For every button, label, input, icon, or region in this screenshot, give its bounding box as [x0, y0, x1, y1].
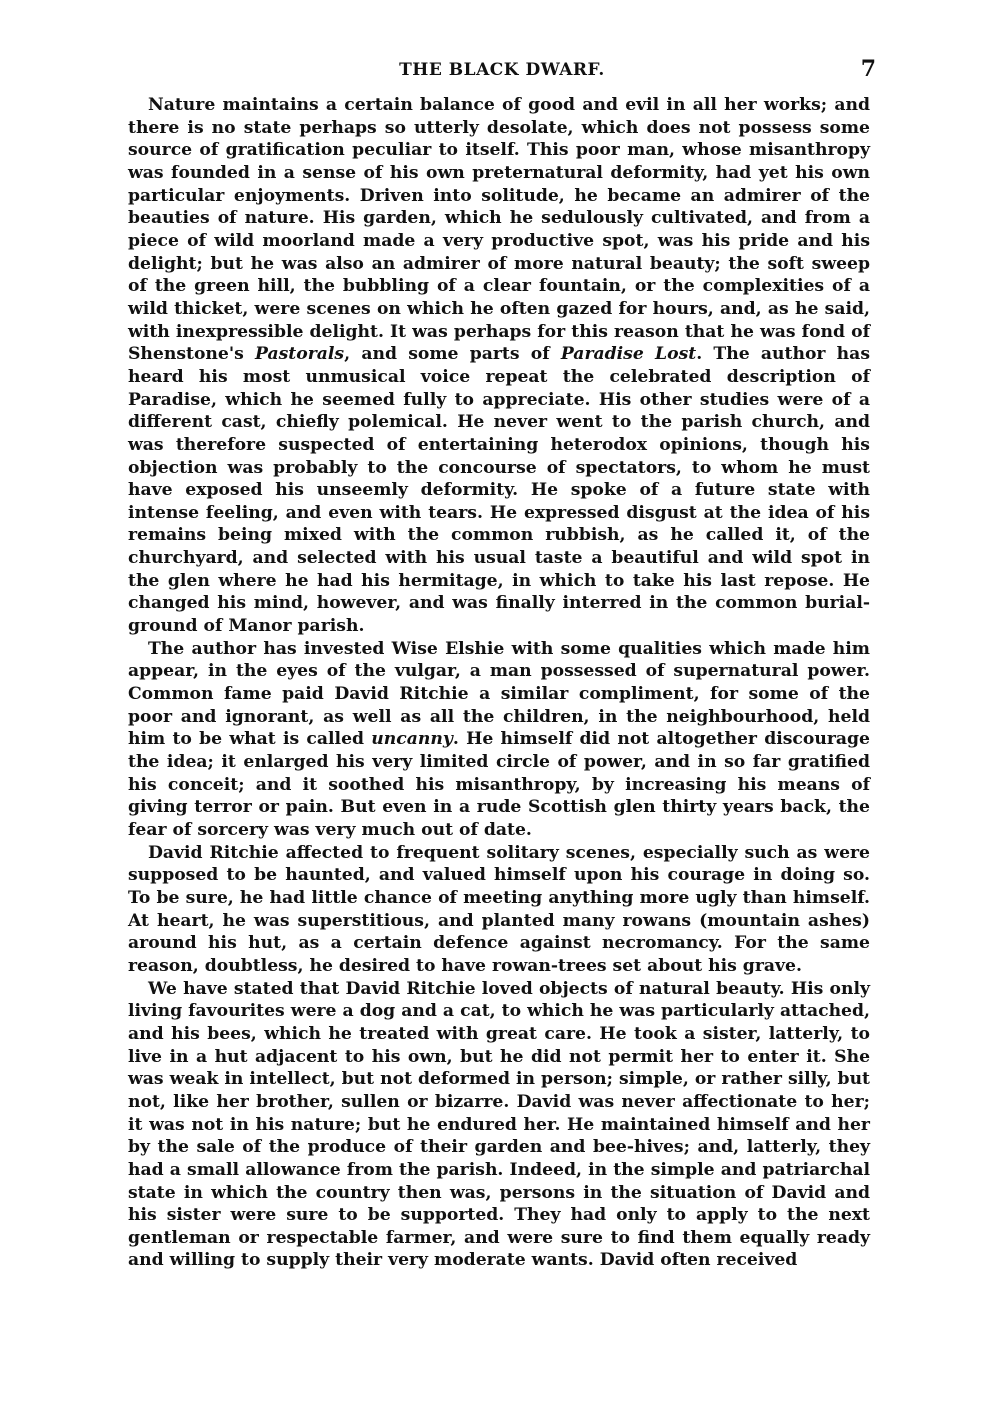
- title-paradise-lost: Paradise Lost: [560, 344, 697, 365]
- text-segment: We have stated that David Ritchie loved objects of natural beauty. His only living favourites were a dog and a cat, to which he was particularly attached, and his bees, which he treated with great care. He took a sister, latterly, to live in a hut adjacent to his own, but he did not permit her to enter it. She was weak in intellect, but not deformed in person; simple, or rather silly, but not, like her brother, sullen or bizarre. David was never affectionate to her; it was not in his nature; but he endured her. He maintained himself and her by the sale of the produce of their garden and bee-hives; and, latterly, they had a small allowance from the parish. Indeed, in the simple and patriarchal state in which the country then was, persons in the situation of David and his sister were sure to be supported. They had only to apply to the next gentleman or respectable farmer, and were sure to find them equally ready and willing to supply their very moderate wants. David often received: [128, 978, 870, 1271]
- text-segment: The author has invested Wise Elshie with some qualities which made him appear, in the eyes of the vulgar, a man possessed of supernatural power. Common fame paid David Ritchie a similar compliment, for some of the poor and ignorant, as well as all the children, in the neighbourhood, held him to be what is called: [128, 638, 870, 750]
- title-pastorals: Pastorals: [255, 344, 345, 365]
- page-number: 7: [860, 56, 876, 82]
- running-head: [128, 56, 876, 86]
- text-segment: . The author has heard his most unmusical voice repeat the celebrated description of Paradise, which he seemed fully to appreciate. His other studies were of a different cast, chiefly polemical. He never went to the parish church, and was therefore suspected of entertaining heterodox opinions, though his objection was probably to the concourse of spectators, to whom he must have exposed his unseemly deformity. He spoke of a future state with intense feeling, and even with tears. He expressed disgust at the idea of his remains being mixed with the common rubbish, as he called it, of the churchyard, and selected with his usual taste a beautiful and wild spot in the glen where he had his hermitage, in which to take his last repose. He changed his mind, however, and was finally interred in the common burial-ground of Manor parish.: [128, 344, 870, 637]
- body-text: [128, 94, 870, 1272]
- paragraph-4: [128, 978, 870, 1273]
- text-segment: David Ritchie affected to frequent solitary scenes, especially such as were supposed to be haunted, and valued himself upon his courage in doing so. To be sure, he had little chance of meeting anything more ugly than himself. At heart, he was superstitious, and planted many rowans (mountain ashes) around his hut, as a certain defence against necromancy. For the same reason, doubtless, he desired to have rowan-trees set about his grave.: [128, 842, 870, 976]
- running-title: THE BLACK DWARF.: [399, 60, 605, 80]
- text-segment: Nature maintains a certain balance of good and evil in all her works; and there is no state perhaps so utterly desolate, which does not possess some source of gratification peculiar to itself. This poor man, whose misanthropy was founded in a sense of his own preternatural deformity, had yet his own particular enjoyments. Driven into solitude, he became an admirer of the beauties of nature. His garden, which he sedulously cultivated, and from a piece of wild moorland made a very productive spot, was his pride and his delight; but he was also an admirer of more natural beauty; the soft sweep of the green hill, the bubbling of a clear fountain, or the complexities of a wild thicket, were scenes on which he often gazed for hours, and, as he said, with inexpressible delight. It was perhaps for this reason that he was fond of Shenstone's: [128, 95, 870, 365]
- paragraph-3: [128, 842, 870, 978]
- text-segment: . He himself did not altogether discourage the idea; it enlarged his very limited circle of power, and in so far gratified his conceit; and it soothed his misanthropy, by increasing his means of giving terror or pain. But even in a rude Scottish glen thirty years back, the fear of sorcery was very much out of date.: [128, 729, 870, 840]
- term-uncanny: uncanny: [371, 729, 453, 750]
- text-segment: , and some parts of: [344, 344, 561, 365]
- paragraph-1: [128, 94, 870, 638]
- paragraph-2: [128, 638, 870, 842]
